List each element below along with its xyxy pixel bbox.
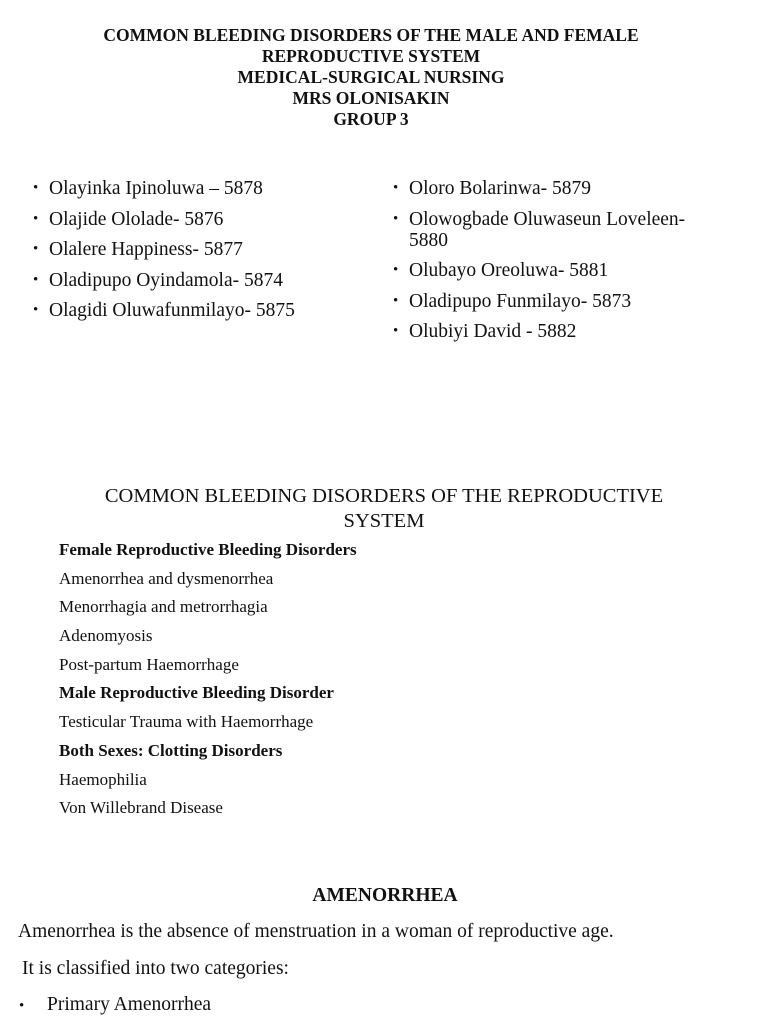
member-item [393,321,723,342]
member-item [393,209,723,251]
amenorrhea-definition: Amenorrhea is the absence of menstruation in a woman of reproductive age. [18,921,614,942]
member-name: Olowogbade Oluwaseun Loveleen-5880 [409,208,686,251]
bullet-icon: • [33,271,39,288]
member-item [33,270,363,291]
section-heading-line: COMMON BLEEDING DISORDERS OF THE REPRODUCTIVE [104,485,664,507]
member-name: Oladipupo Funmilayo- 5873 [409,290,632,312]
member-name: Olayinka Ipinoluwa – 5878 [49,178,263,199]
disorders-list [59,540,659,827]
category-heading: Female Reproductive Bleeding Disorders [59,540,357,559]
member-name: Olubiyi David - 5882 [409,321,577,342]
member-name: Olagidi Oluwafunmilayo- 5875 [49,300,295,321]
member-item [33,178,363,199]
title-line: COMMON BLEEDING DISORDERS OF THE MALE AND FEMALE [103,25,639,45]
bullet-icon: • [33,180,39,196]
member-item [393,260,723,281]
member-name: Oloro Bolarinwa- 5879 [409,178,591,199]
members-left-column [33,178,363,331]
lecturer-line: MRS OLONISAKIN [292,88,450,108]
member-item [393,291,723,312]
amenorrhea-list-item [19,994,211,1017]
section-heading-line: SYSTEM [343,510,425,532]
bullet-icon: • [393,180,399,196]
title-line: REPRODUCTIVE SYSTEM [261,46,481,66]
list-item-text: Primary Amenorrhea [47,994,212,1015]
section-heading [0,484,768,534]
group-line: GROUP 3 [333,109,409,129]
member-item [33,300,363,321]
amenorrhea-classification: It is classified into two categories: [22,958,289,979]
course-line: MEDICAL-SURGICAL NURSING [237,67,505,87]
disorder-item: Post-partum Haemorrhage [59,654,239,674]
bullet-icon: • [393,262,399,278]
category-heading: Both Sexes: Clotting Disorders [59,740,283,760]
members-right-column [393,178,723,352]
amenorrhea-heading: AMENORRHEA [312,885,458,906]
category-heading: Male Reproductive Bleeding Disorder [59,683,334,703]
bullet-icon: • [393,292,399,309]
member-item [33,209,363,230]
bullet-icon: • [33,210,39,227]
bullet-icon: • [19,998,25,1014]
member-name: Olajide Ololade- 5876 [49,208,224,230]
disorder-item: Testicular Trauma with Haemorrhage [59,712,314,732]
member-name: Oladipupo Oyindamola- 5874 [49,269,283,291]
member-item [33,239,363,260]
member-name: Olalere Happiness- 5877 [49,239,243,260]
bullet-icon: • [393,210,399,227]
document-title [0,25,742,130]
bullet-icon: • [393,323,399,339]
disorder-item: Amenorrhea and dysmenorrhea [59,568,274,588]
bullet-icon: • [33,241,39,257]
disorder-item: Adenomyosis [59,626,153,646]
member-name: Olubayo Oreoluwa- 5881 [409,260,609,281]
disorder-item: Haemophilia [59,769,147,789]
member-item [393,178,723,199]
bullet-icon: • [33,302,39,318]
disorder-item: Menorrhagia and metrorrhagia [59,597,268,617]
disorder-item: Von Willebrand Disease [59,798,223,818]
